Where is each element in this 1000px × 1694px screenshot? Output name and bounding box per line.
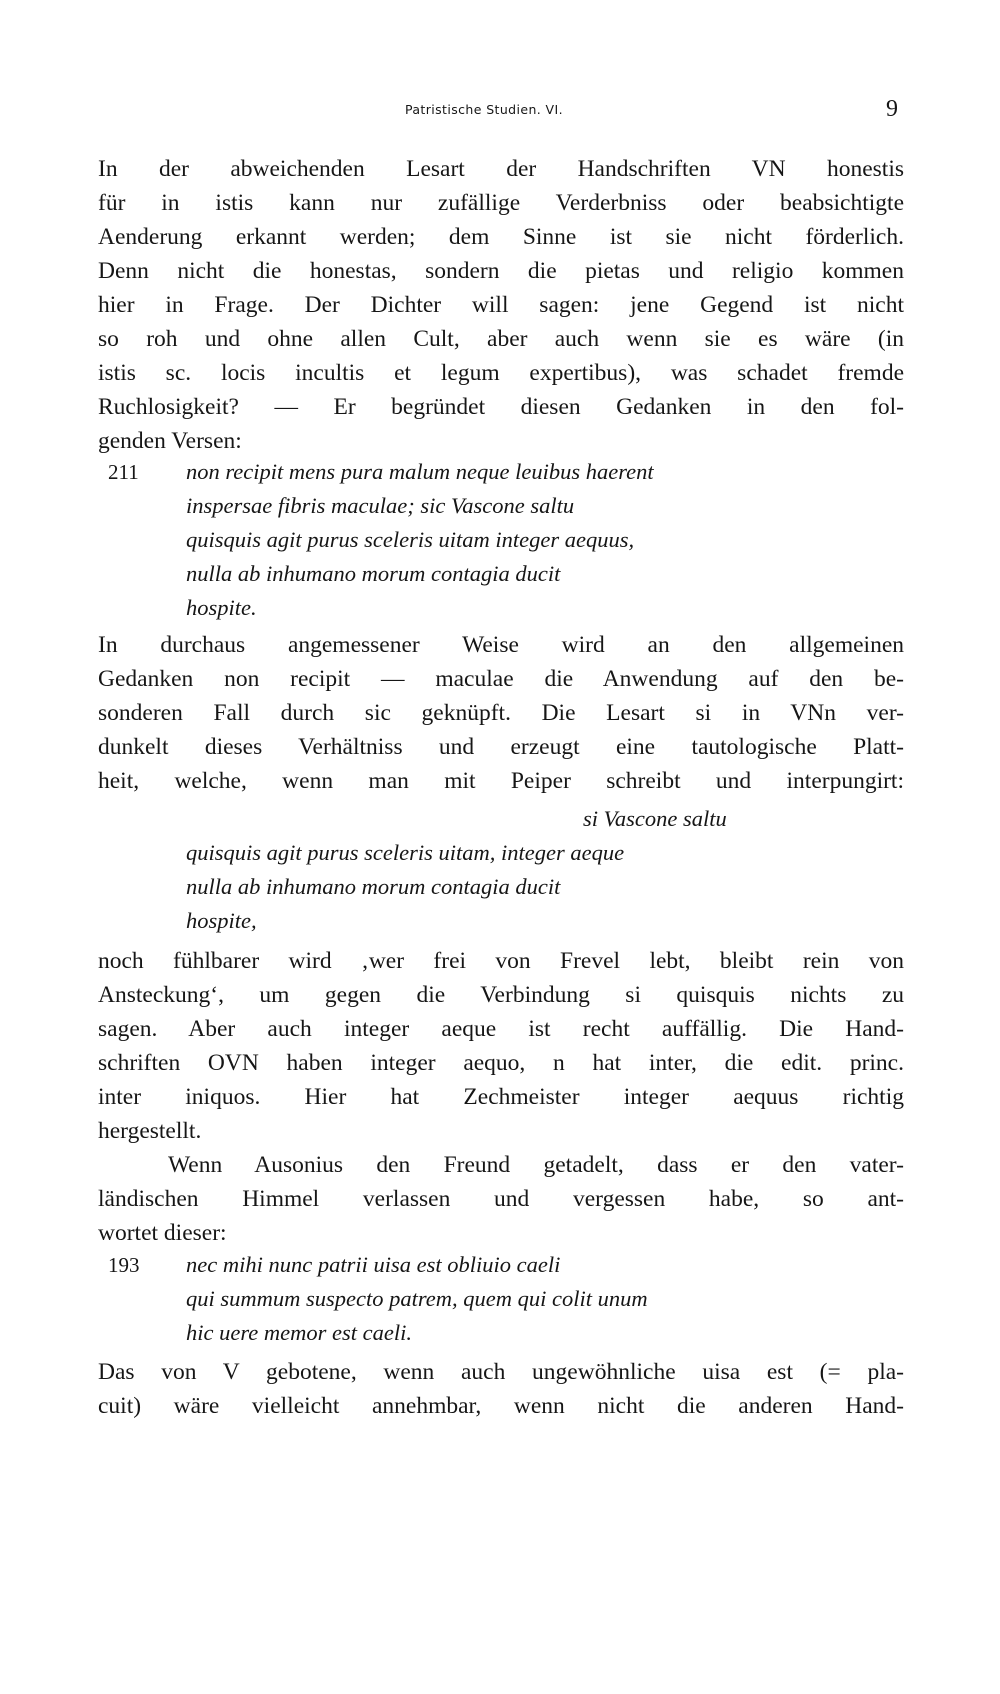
text-line: In durchaus angemessener Weise wird an den allgemeinen	[98, 632, 904, 658]
text-line: istis sc. locis incultis et legum expertibus), was schadet fremde	[98, 360, 904, 386]
verse-line: quisquis agit purus sceleris uitam integer aequus,	[186, 527, 635, 552]
text-line: noch fühlbarer wird ‚wer frei von Frevel lebt, bleibt rein von	[98, 948, 904, 974]
verse-text: nec mihi nunc patrii uisa est obliuio caeli	[186, 1252, 561, 1277]
running-head	[0, 96, 1000, 126]
verse-number: 211	[108, 460, 139, 484]
paragraph-5	[98, 1355, 904, 1423]
text-line: schriften OVN haben integer aequo, n hat inter, die edit. princ.	[98, 1050, 904, 1076]
text-line: sonderen Fall durch sic geknüpft. Die Lesart si in VNn ver-	[98, 700, 904, 726]
text-line: genden Versen:	[98, 428, 242, 454]
text-line: Ruchlosigkeit? — Er begründet diesen Gedanken in den fol-	[98, 394, 904, 420]
paragraph-2	[98, 628, 904, 798]
paragraph-3	[98, 944, 904, 1148]
text-line: Denn nicht die honestas, sondern die pietas und religio kommen	[98, 258, 904, 284]
verse-line: nulla ab inhumano morum contagia ducit	[186, 561, 561, 586]
verse-line: si Vascone saltu	[583, 806, 727, 831]
verse-line	[98, 455, 918, 489]
text-line: hergestellt.	[98, 1118, 202, 1144]
text-line: Ansteckung‘, um gegen die Verbindung si quisquis nichts zu	[98, 982, 904, 1008]
text-line: Das von V gebotene, wenn auch ungewöhnliche uisa est (= pla-	[98, 1359, 904, 1385]
text-line: wortet dieser:	[98, 1220, 227, 1246]
verse-line: qui summum suspecto patrem, quem qui colit unum	[186, 1286, 648, 1311]
verse-block-193	[98, 1248, 918, 1350]
paragraph-1	[98, 152, 904, 458]
verse-block-211	[98, 455, 918, 625]
verse-text: non recipit mens pura malum neque leuibus haerent	[186, 459, 654, 484]
verse-line: hospite.	[186, 595, 257, 620]
text-line: Aenderung erkannt werden; dem Sinne ist sie nicht förderlich.	[98, 224, 904, 250]
text-line: inter iniquos. Hier hat Zechmeister integer aequus richtig	[98, 1084, 904, 1110]
text-line: Wenn Ausonius den Freund getadelt, dass er den vater-	[168, 1152, 904, 1178]
text-line: In der abweichenden Lesart der Handschriften VN honestis	[98, 156, 904, 182]
page-number: 9	[886, 96, 898, 122]
text-line: ländischen Himmel verlassen und vergessen habe, so ant-	[98, 1186, 904, 1212]
verse-line: inspersae fibris maculae; sic Vascone saltu	[186, 493, 575, 518]
verse-line	[98, 1248, 918, 1282]
running-title: Patristische Studien. VI.	[405, 102, 563, 117]
text-line: heit, welche, wenn man mit Peiper schreibt und interpungirt:	[98, 768, 904, 794]
verse-number: 193	[108, 1253, 140, 1277]
verse-line: hic uere memor est caeli.	[186, 1320, 412, 1345]
text-line: hier in Frage. Der Dichter will sagen: jene Gegend ist nicht	[98, 292, 904, 318]
verse-line: nulla ab inhumano morum contagia ducit	[186, 874, 561, 899]
text-line: für in istis kann nur zufällige Verderbniss oder beabsichtigte	[98, 190, 904, 216]
text-line: Gedanken non recipit — maculae die Anwendung auf den be-	[98, 666, 904, 692]
verse-line: quisquis agit purus sceleris uitam, integer aeque	[186, 840, 625, 865]
text-line: dunkelt dieses Verhältniss und erzeugt eine tautologische Platt-	[98, 734, 904, 760]
text-line: sagen. Aber auch integer aeque ist recht auffällig. Die Hand-	[98, 1016, 904, 1042]
verse-block-peiper	[98, 802, 918, 938]
text-line: so roh und ohne allen Cult, aber auch wenn sie es wäre (in	[98, 326, 904, 352]
verse-line: hospite,	[186, 908, 257, 933]
text-line: cuit) wäre vielleicht annehmbar, wenn nicht die anderen Hand-	[98, 1393, 904, 1419]
paragraph-4	[98, 1148, 904, 1250]
